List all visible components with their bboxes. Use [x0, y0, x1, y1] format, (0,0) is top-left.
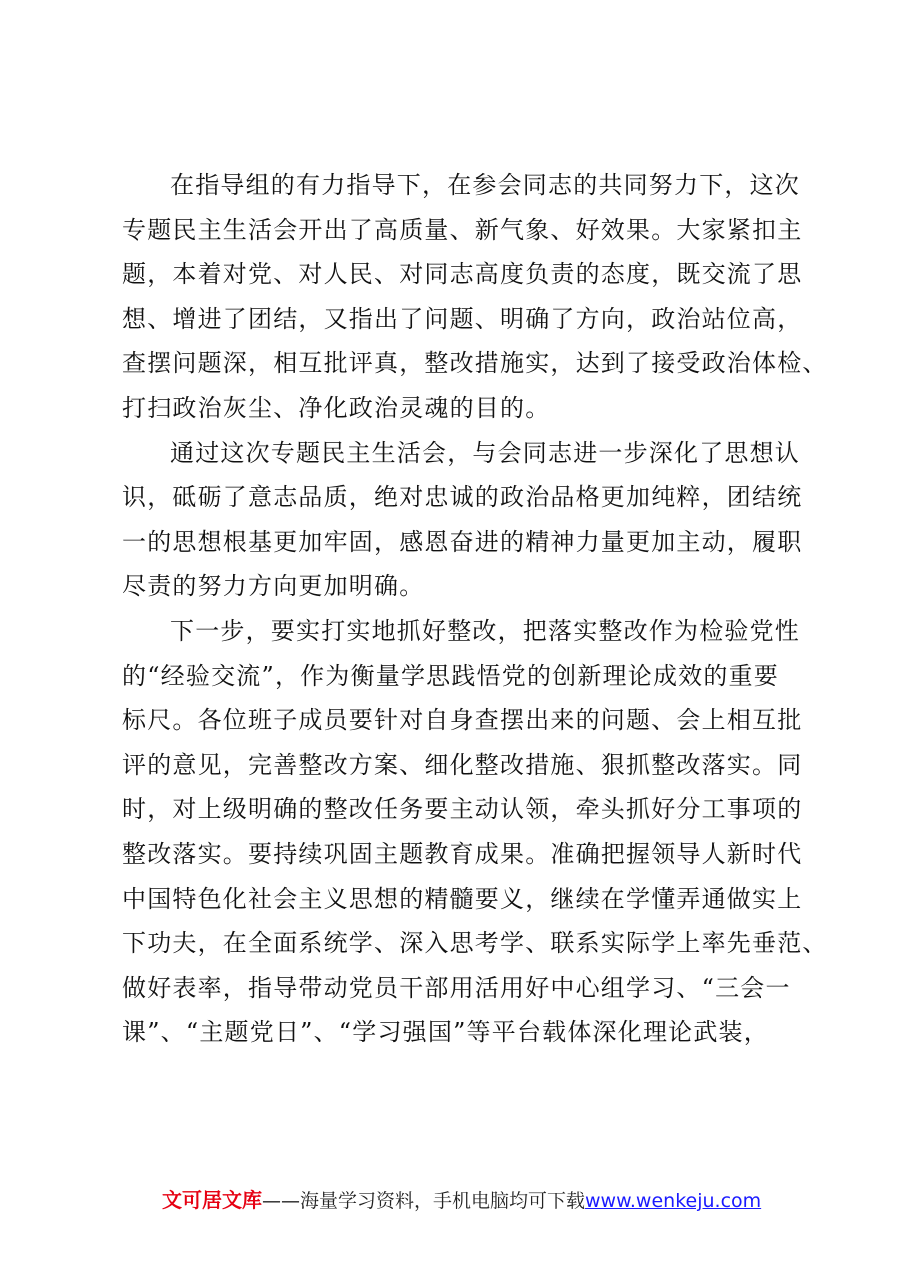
- text-line: 中国特色化社会主义思想的精髓要义，继续在学懂弄通做实上: [122, 884, 803, 913]
- document-body: [122, 163, 828, 1055]
- text-line: 通过这次专题民主生活会，与会同志进一步深化了思想认: [170, 438, 800, 467]
- text-line: 在指导组的有力指导下，在参会同志的共同努力下，这次: [170, 171, 800, 199]
- paragraph-3: [122, 609, 828, 1055]
- text-line: 下一步，要实打实地抓好整改，把落实整改作为检验党性: [170, 616, 800, 645]
- footer-tagline: ——海量学习资料，手机电脑均可下载: [262, 1190, 586, 1212]
- text-line: 题，本着对党、对人民、对同志高度负责的态度，既交流了思: [122, 260, 803, 289]
- text-line: 打扫政治灰尘、净化政治灵魂的目的。: [122, 393, 551, 422]
- text-line: 时，对上级明确的整改任务要主动认领，牵头抓好分工事项的: [122, 795, 803, 824]
- text-line: 识，砥砺了意志品质，绝对忠诚的政治品格更加纯粹，团结统: [122, 483, 803, 512]
- text-line: 整改落实。要持续巩固主题教育成果。准确把握领导人新时代: [122, 839, 803, 868]
- text-line: 专题民主生活会开出了高质量、新气象、好效果。大家紧扣主: [122, 215, 803, 244]
- text-line: 做好表率，指导带动党员干部用活用好中心组学习、“三会一: [122, 973, 791, 1002]
- paragraph-2: [122, 431, 802, 609]
- text-line: 评的意见，完善整改方案、细化整改措施、狠抓整改落实。同: [122, 750, 803, 779]
- paragraph-1: [122, 163, 828, 431]
- text-line: 标尺。各位班子成员要针对自身查摆出来的问题、会上相互批: [122, 706, 803, 735]
- text-line: 查摆问题深，相互批评真，整改措施实，达到了接受政治体检、: [122, 349, 828, 378]
- text-line: 想、增进了团结，又指出了问题、明确了方向，政治站位高，: [122, 304, 803, 333]
- text-line: 课”、“主题党日”、“学习强国”等平台载体深化理论武装，: [122, 1018, 769, 1047]
- footer-banner: [162, 1184, 761, 1213]
- text-line: 尽责的努力方向更加明确。: [122, 572, 425, 601]
- footer-url-link[interactable]: www.wenkeju.com: [585, 1190, 762, 1212]
- text-line: 一的思想根基更加牢固，感恩奋进的精神力量更加主动，履职: [122, 527, 803, 556]
- text-line: 的“经验交流”，作为衡量学思践悟党的创新理论成效的重要: [122, 661, 779, 690]
- footer-brand: 文可居文库: [162, 1188, 262, 1212]
- text-line: 下功夫，在全面系统学、深入思考学、联系实际学上率先垂范、: [122, 929, 828, 958]
